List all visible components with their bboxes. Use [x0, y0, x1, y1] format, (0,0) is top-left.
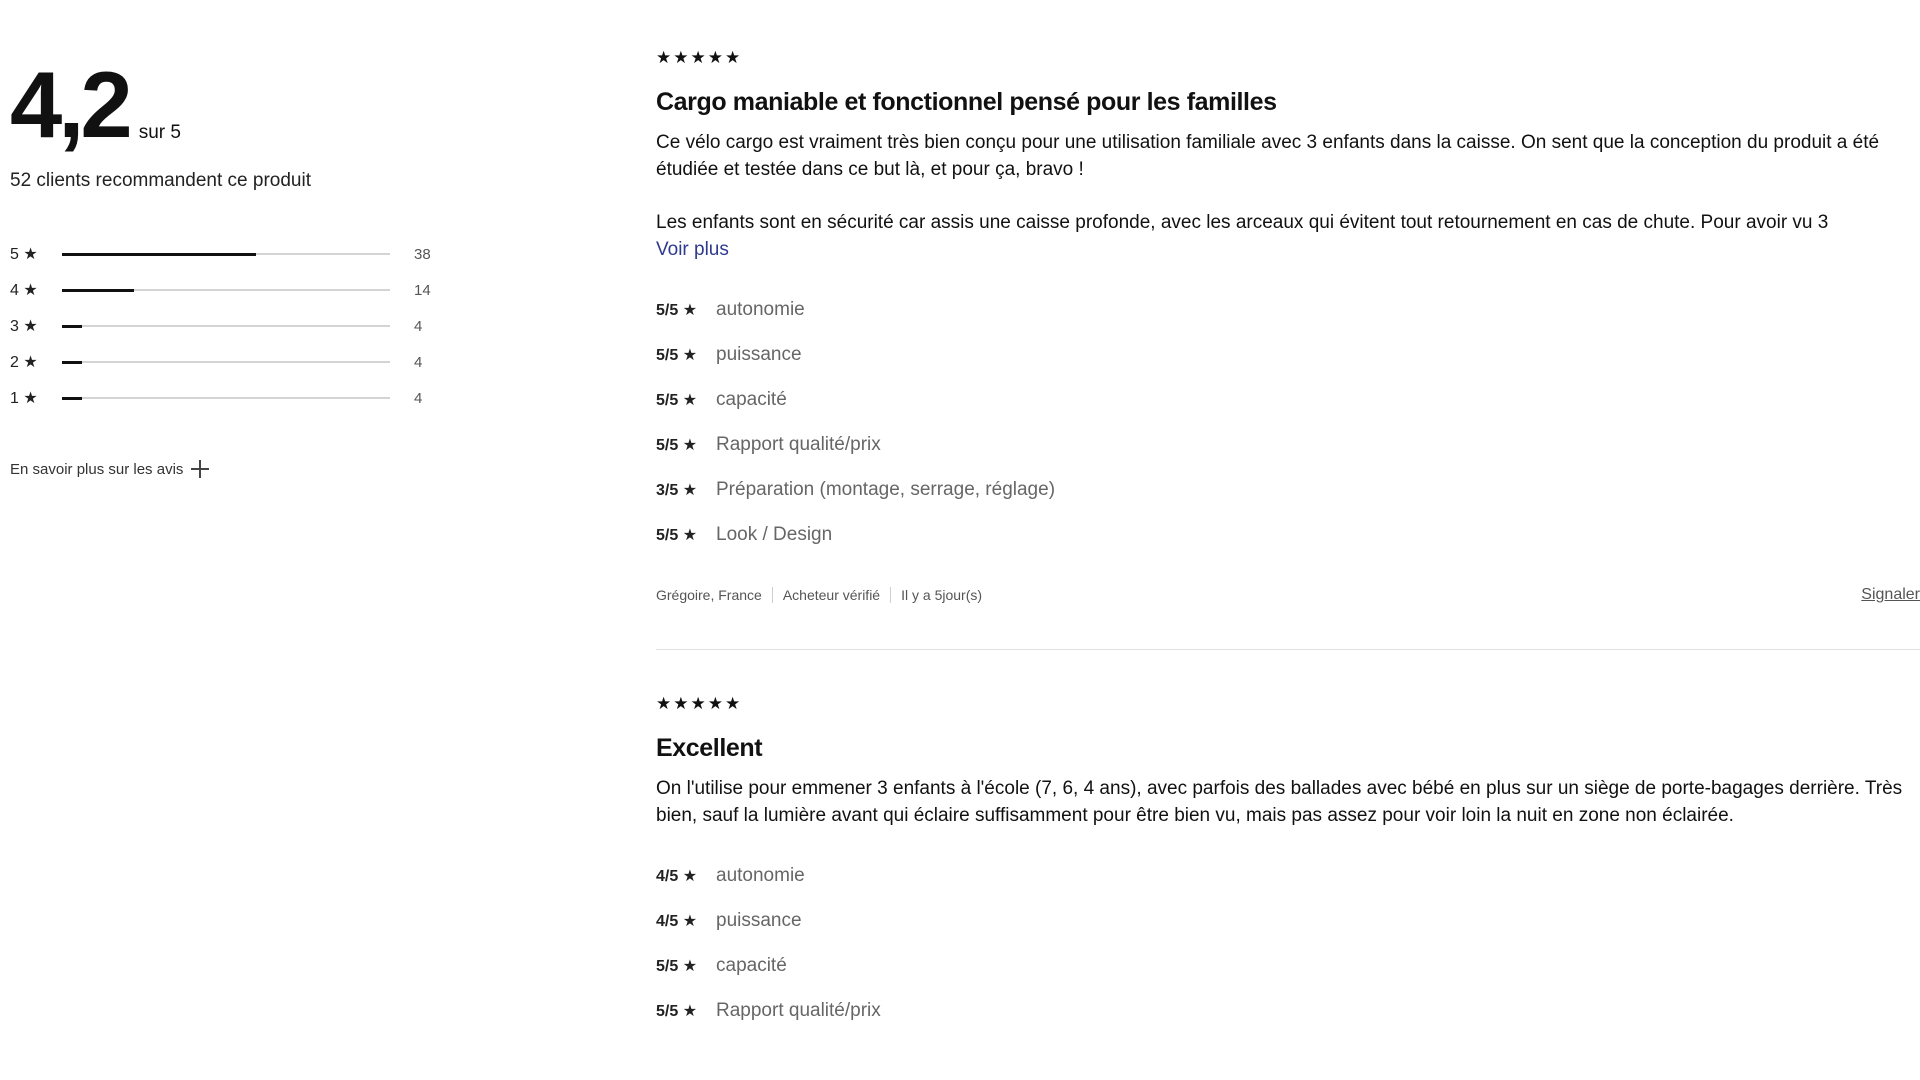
review-body: [656, 775, 1920, 829]
rating-summary: [10, 52, 440, 478]
review-card: [656, 694, 1920, 1033]
rating-bar-label: 1 ★: [10, 390, 38, 407]
rating-bar-fill: [62, 361, 82, 364]
criteria-row: [656, 943, 1920, 988]
rating-distribution: [10, 236, 440, 416]
review-divider: [656, 649, 1920, 650]
criteria-label: Rapport qualité/prix: [716, 999, 881, 1021]
score-row: [10, 52, 440, 157]
review-date: Il y a 5jour(s): [901, 587, 983, 603]
criteria-row: [656, 332, 1920, 377]
criteria-label: Préparation (montage, serrage, réglage): [716, 478, 1056, 500]
criteria-row: [656, 287, 1920, 332]
rating-bar-track: [62, 361, 390, 363]
criteria-score: 5/5 ★: [656, 436, 698, 454]
review-paragraph: Les enfants sont en sécurité car assis une caisse profonde, avec les arceaux qui évitent tout retournement en cas de chute. Pour avoir vu 3: [656, 212, 1829, 233]
rating-bar-count: 4: [414, 317, 423, 335]
report-link[interactable]: Signaler: [1861, 586, 1920, 603]
learn-more-reviews-button[interactable]: [10, 460, 209, 478]
criteria-label: autonomie: [716, 298, 805, 320]
criteria-row: [656, 853, 1920, 898]
rating-bar-track: [62, 397, 390, 399]
rating-bar-label: 3 ★: [10, 318, 38, 335]
criteria-score: 5/5 ★: [656, 1002, 698, 1020]
criteria-score: 5/5 ★: [656, 346, 698, 364]
criteria-label: autonomie: [716, 864, 805, 886]
reviews-list: [656, 48, 1920, 1033]
learn-more-label: En savoir plus sur les avis: [10, 460, 184, 478]
review-meta: [656, 587, 1920, 603]
criteria-row: [656, 512, 1920, 557]
criteria-score: 4/5 ★: [656, 912, 698, 930]
rating-bar-row: [10, 380, 440, 416]
rating-bar-label: 4 ★: [10, 282, 38, 299]
rating-bar-label: 2 ★: [10, 354, 38, 371]
rating-bar-fill: [62, 289, 134, 292]
rating-bar-fill: [62, 397, 82, 400]
criteria-row: [656, 988, 1920, 1033]
rating-bar-row: [10, 272, 440, 308]
rating-bar-count: 38: [414, 245, 431, 263]
score-out-of: sur 5: [138, 122, 181, 143]
criteria-label: capacité: [716, 388, 787, 410]
criteria-score: 5/5 ★: [656, 957, 698, 975]
criteria-score: 3/5 ★: [656, 481, 698, 499]
criteria-row: [656, 467, 1920, 512]
meta-separator: [890, 587, 891, 603]
review-body: [656, 129, 1920, 236]
rating-bar-row: [10, 236, 440, 272]
rating-bar-row: [10, 308, 440, 344]
review-title: Excellent: [656, 734, 763, 762]
rating-bar-fill: [62, 325, 82, 328]
criteria-row: [656, 377, 1920, 422]
meta-separator: [772, 587, 773, 603]
recommend-count: 52 clients recommandent ce produit: [10, 170, 311, 191]
review-stars: ★★★★★: [656, 48, 743, 67]
rating-bar-count: 14: [414, 281, 431, 299]
criteria-label: puissance: [716, 343, 802, 365]
see-more-link[interactable]: Voir plus: [656, 239, 729, 260]
rating-bar-track: [62, 325, 390, 327]
criteria-list: [656, 853, 1920, 1033]
criteria-label: capacité: [716, 954, 787, 976]
criteria-list: [656, 287, 1920, 557]
review-author: Grégoire, France: [656, 587, 762, 603]
criteria-label: puissance: [716, 909, 802, 931]
criteria-row: [656, 422, 1920, 467]
criteria-row: [656, 898, 1920, 943]
rating-bar-track: [62, 253, 390, 255]
criteria-score: 5/5 ★: [656, 301, 698, 319]
criteria-score: 5/5 ★: [656, 526, 698, 544]
rating-bar-fill: [62, 253, 256, 256]
verified-buyer-badge: Acheteur vérifié: [782, 587, 881, 603]
rating-bar-count: 4: [414, 389, 423, 407]
criteria-label: Rapport qualité/prix: [716, 433, 881, 455]
criteria-score: 5/5 ★: [656, 391, 698, 409]
rating-bar-label: 5 ★: [10, 246, 38, 263]
review-card: [656, 48, 1920, 650]
review-stars: ★★★★★: [656, 694, 743, 713]
criteria-label: Look / Design: [716, 523, 833, 545]
plus-icon: [191, 460, 209, 478]
rating-bar-row: [10, 344, 440, 380]
rating-bar-count: 4: [414, 353, 423, 371]
review-title: Cargo maniable et fonctionnel pensé pour les familles: [656, 88, 1277, 116]
review-paragraph: Ce vélo cargo est vraiment très bien conçu pour une utilisation familiale avec 3 enfants dans la caisse. On sent que la conception du produit a été étudiée et testée dans ce but là, et pour ça, bravo !: [656, 132, 1880, 180]
review-paragraph: On l'utilise pour emmener 3 enfants à l'école (7, 6, 4 ans), avec parfois des ballades avec bébé en plus sur un siège de porte-bagages derrière. Très bien, sauf la lumière avant qui éclaire suffisamment pour être bien vu, mais pas assez pour voir loin la nuit en zone non éclairée.: [656, 778, 1903, 826]
criteria-score: 4/5 ★: [656, 867, 698, 885]
rating-bar-track: [62, 289, 390, 291]
average-score: 4,2: [10, 52, 129, 157]
